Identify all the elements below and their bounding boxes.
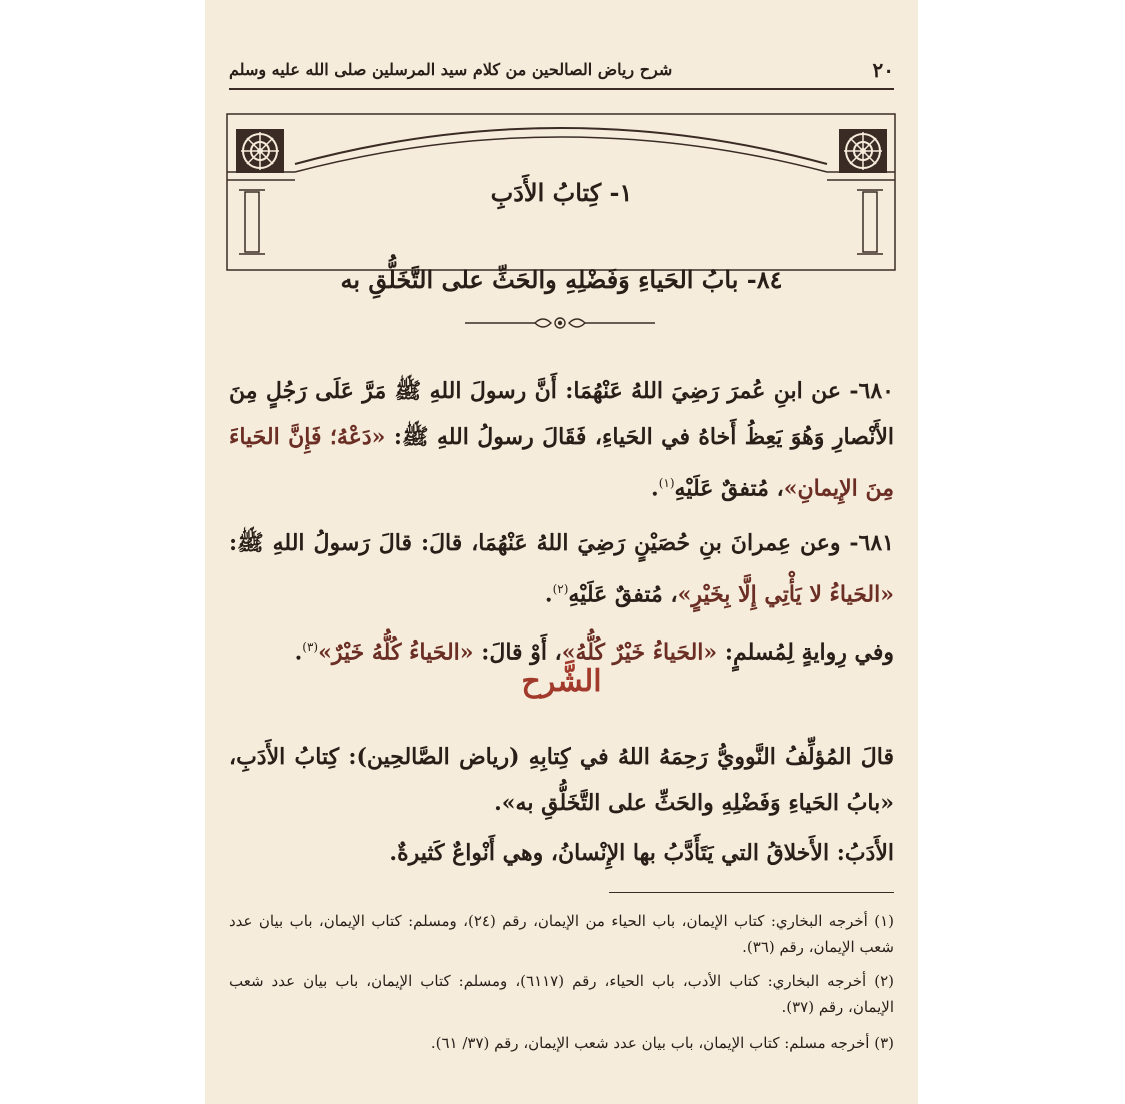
ornament-left-icon [235,128,285,174]
commentary-paragraph-2: الأَدَبُ: الأَخلاقُ التي يَتَأَدَّبُ بها الإِنْسانُ، وهي أَنْواعٌ كَثيرةٌ. [389,840,894,866]
footnote-ref-1[interactable]: (١) [658,476,675,490]
hadith-680-ending: ، مُتفقٌ عَلَيْهِ [674,475,784,502]
sharh-heading: الشَّرح [521,664,602,699]
muslim-narration: وفي رِوايةٍ لِمُسلمٍ: «الحَياءُ خَيْرٌ كُلُّهُ»، أَوْ قالَ: «الحَياءُ كُلُّهُ خَيْرٌ»$^{(٣)}$. [294,639,894,666]
floral-divider-icon [465,314,655,332]
hadith-681: ٦٨١- وعن عِمرانَ بنِ حُصَيْنٍ رَضِيَ اللهُ عَنْهُمَا، قالَ: قالَ رَسولُ اللهِ ﷺ: «الحَياءُ لا يَأْتِي إِلَّا بِخَيْرٍ»، مُتفقٌ عَلَيْهِ$^{(٢)}$. [229,530,894,608]
footnote-3: (٣) أخرجه مسلم: كتاب الإيمان، باب بيان عدد شعب الإيمان، رقم (٣٧/ ٦١). [430,1034,894,1052]
footnote-1: (١) أخرجه البخاري: كتاب الإيمان، باب الحياء من الإيمان، رقم (٢٤)، ومسلم: كتاب الإيمان، باب بيان عدد شعب الإيمان، رقم (٣٦). [229,912,895,956]
page-header [229,54,894,90]
ornament-right-icon [838,128,888,174]
hadith-681-quote: «الحَياءُ لا يَأْتِي إِلَّا بِخَيْرٍ» [677,581,894,608]
hadith-680-quote: «دَعْهُ؛ فَإِنَّ الحَياءَ مِنَ الإِيمانِ» [229,424,894,502]
commentary-paragraph-1: قالَ المُؤلِّفُ النَّوويُّ رَحِمَهُ اللهُ في كِتابِهِ (رياض الصَّالحِين): كِتابُ الأَدَبِ، «بابُ الحَياءِ وَفَضْلِهِ والحَثِّ على التَّخَلُّقِ به». [229,744,894,816]
hadith-681-intro: ٦٨١- وعن عِمرانَ بنِ حُصَيْنٍ رَضِيَ اللهُ عَنْهُمَا، قالَ: قالَ رَسولُ اللهِ ﷺ: [229,530,894,556]
muslim-narration-intro: وفي رِوايةٍ لِمُسلمٍ: [724,639,894,666]
hadith-680: ٦٨٠- عن ابنِ عُمرَ رَضِيَ اللهُ عَنْهُمَا: أَنَّ رسولَ اللهِ ﷺ مَرَّ عَلَى رَجُلٍ مِنَ الأَنْصارِ وَهُوَ يَعِظُ أَخاهُ في الحَياءِ، فَقَالَ رسولُ اللهِ ﷺ: «دَعْهُ؛ فَإِنَّ الحَياءَ مِنَ الإِيمانِ»، مُتفقٌ عَلَيْهِ$^{(١)}$. [229,378,895,502]
footnote-2: (٢) أخرجه البخاري: كتاب الأدب، باب الحياء، رقم (٦١١٧)، ومسلم: كتاب الإيمان، باب بيان عدد شعب الإيمان، رقم (٣٧). [229,972,894,1016]
book-title: ١- كِتابُ الأَدَبِ [490,178,633,207]
footnote-separator [609,892,894,893]
hadith-680-intro: ٦٨٠- عن ابنِ عُمرَ رَضِيَ اللهُ عَنْهُمَا: أَنَّ رسولَ اللهِ ﷺ مَرَّ عَلَى رَجُلٍ مِنَ الأَنْصارِ وَهُوَ يَعِظُ أَخاهُ في الحَياءِ، فَقَالَ رسولُ اللهِ ﷺ: [229,378,895,450]
page-number: ٢٠ [872,58,894,82]
chapter-title: ٨٤- بابُ الحَياءِ وَفَضْلِهِ والحَثِّ على التَّخَلُّقِ به [340,265,783,294]
muslim-narration-quote-2: «الحَياءُ كُلُّهُ خَيْرٌ» [318,639,474,666]
muslim-narration-quote-1: «الحَياءُ خَيْرٌ كُلُّهُ» [561,639,718,666]
muslim-narration-middle: ، أَوْ قالَ: [481,639,562,666]
footnote-ref-3[interactable]: (٣) [302,640,319,654]
footnote-ref-2[interactable]: (٢) [552,582,569,596]
running-title: شرح رياض الصالحين من كلام سيد المرسلين صلى الله عليه وسلم [229,60,673,79]
book-page [205,0,918,1104]
hadith-681-ending: ، مُتفقٌ عَلَيْهِ [568,581,678,608]
